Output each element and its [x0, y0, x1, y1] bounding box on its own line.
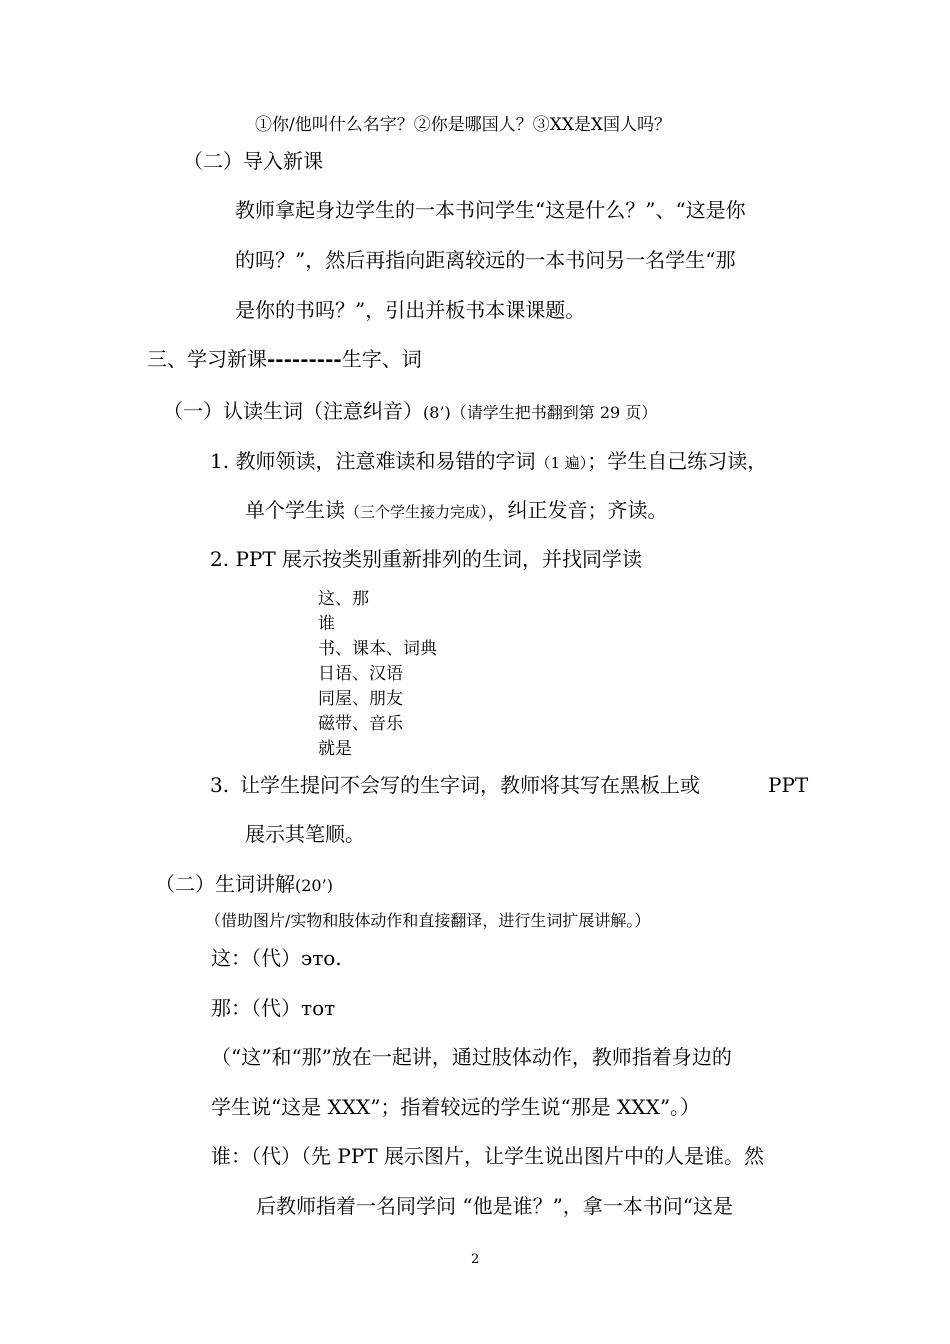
- word-list-item: 书、课本、词典: [318, 639, 437, 659]
- word-list-item: 就是: [318, 739, 352, 759]
- vocab-entry: 谁：（代）（先 PPT 展示图片，让学生说出图片中的人是谁。然: [211, 1144, 764, 1168]
- word-list-item: 这、那: [318, 589, 369, 609]
- subsection-heading-vocab: （二）生词讲解(20’): [155, 872, 333, 896]
- vocab-entry: 这：（代）это.: [211, 946, 342, 970]
- paragraph-line: 是你的书吗？”，引出并板书本课课题。: [235, 298, 586, 322]
- list-item-continued: 单个学生读（三个学生接力完成），纠正发音；齐读。: [245, 498, 668, 522]
- word-list-item: 磁带、音乐: [318, 714, 403, 734]
- list-item: 2. PPT 展示按类别重新排列的生词，并找同学读: [210, 547, 643, 571]
- list-item: 让学生提问不会写的生字词，教师将其写在黑板上或: [240, 773, 700, 797]
- paragraph-line: 的吗？”，然后再指向距离较远的一本书问另一名学生“那: [235, 248, 736, 272]
- paragraph-line: 学生说“这是 XXX”；指着较远的学生说“那是 XXX”。）: [211, 1095, 701, 1119]
- paragraph-line: （“这”和“那”放在一起讲，通过肢体动作，教师指着身边的: [211, 1045, 732, 1069]
- page-number: 2: [471, 1252, 480, 1267]
- section-heading-intro: （二）导入新课: [183, 149, 323, 173]
- subsection-heading-reading: （一）认读生词（注意纠音）(8’)（请学生把书翻到第 29 页）: [163, 399, 658, 423]
- list-item-tail: PPT: [768, 773, 809, 797]
- paragraph-line: 教师拿起身边学生的一本书问学生“这是什么？”、“这是你: [235, 198, 746, 222]
- section-heading-new-lesson: 三、学习新课---------生字、词: [147, 347, 422, 371]
- paragraph-line: 后教师指着一名同学问 “他是谁？”，拿一本书问“这是: [256, 1194, 734, 1218]
- note-line: （借助图片/实物和肢体动作和直接翻译，进行生词扩展讲解。）: [205, 911, 651, 930]
- list-item-continued: 展示其笔顺。: [245, 822, 365, 846]
- question-list: ①你/他叫什么名字？②你是哪国人？③XX是X国人吗？: [255, 115, 672, 135]
- word-list-item: 谁: [318, 614, 335, 634]
- word-list-item: 同屋、朋友: [318, 689, 403, 709]
- list-item-marker: 3.: [210, 773, 230, 797]
- vocab-entry: 那：（代）тот: [211, 996, 336, 1020]
- list-item: 1. 教师领读，注意难读和易错的字词（1 遍）；学生自己练习读，: [210, 449, 768, 473]
- word-list-item: 日语、汉语: [318, 664, 403, 684]
